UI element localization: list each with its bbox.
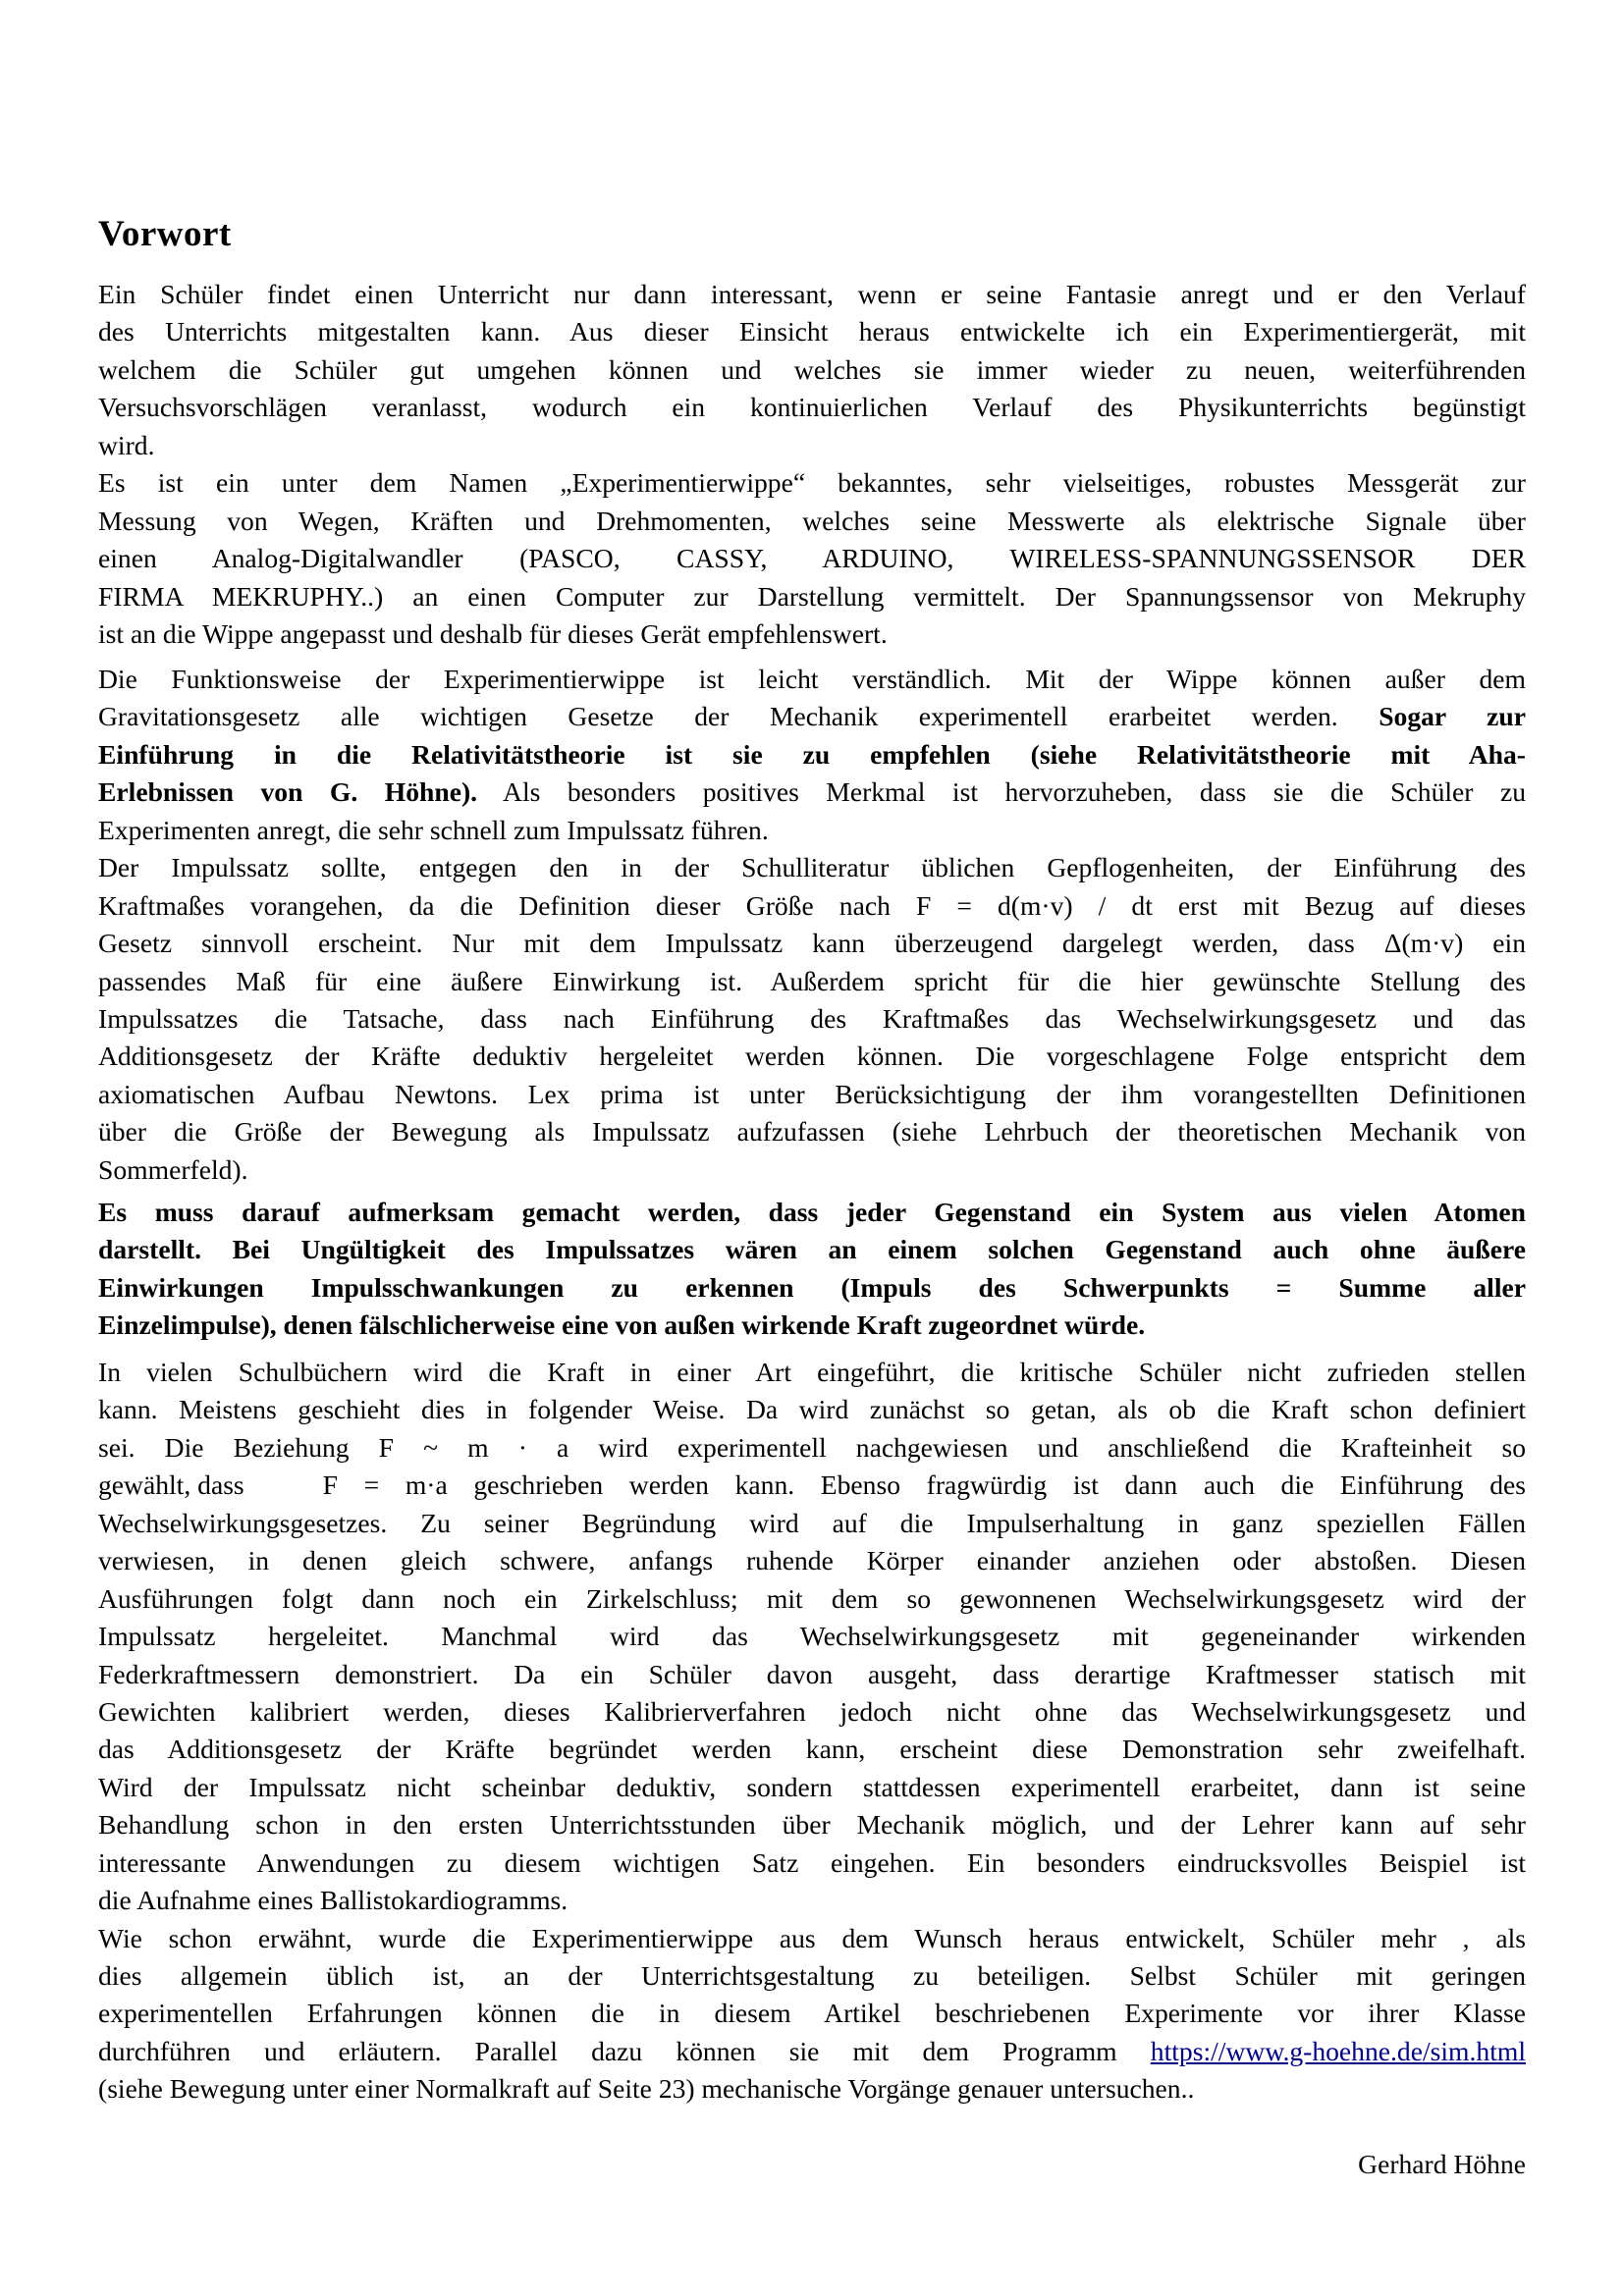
author-signature: Gerhard Höhne (1358, 2149, 1526, 2179)
text-line: Gesetz sinnvoll erscheint. Nur mit dem Impulssatz kann überzeugend dargelegt werden, dass Δ(m·v) ein (98, 928, 1526, 959)
text-line (98, 2033, 1526, 2070)
text-line: über die Größe der Bewegung als Impulssatz aufzufassen (siehe Lehrbuch der theoretischen Mechanik von (98, 1116, 1526, 1148)
text-line: Sommerfeld). (98, 1153, 248, 1185)
text-line (98, 774, 1526, 811)
text-line: Federkraftmessern demonstriert. Da ein Schüler davon ausgeht, dass derartige Kraftmesser statisch mit (98, 1658, 1526, 1689)
text-line: welchem die Schüler gut umgehen können und welches sie immer wieder zu neuen, weiterführenden (98, 353, 1526, 385)
text-line-bold: darstellt. Bei Ungültigkeit des Impulssatzes wären an einem solchen Gegenstand auch ohne äußere (98, 1234, 1526, 1265)
text-before-formula: gewählt, dass (98, 1469, 244, 1501)
text-line: Es ist ein unter dem Namen „Experimentierwippe“ bekanntes, sehr vielseitiges, robustes Messgerät zur (98, 467, 1526, 499)
text-line: Messung von Wegen, Kräften und Drehmomenten, welches seine Messwerte als elektrische Signale über (98, 505, 1526, 536)
text-line (98, 698, 1526, 735)
text-bold: Sogar zur (1379, 701, 1526, 732)
text-line: Wie schon erwähnt, wurde die Experimentierwippe aus dem Wunsch heraus entwickelt, Schüler mehr , als (98, 1922, 1526, 1953)
text-line: ist an die Wippe angepasst und deshalb für dieses Gerät empfehlenswert. (98, 617, 888, 649)
text-line: das Additionsgesetz der Kräfte begründet werden kann, erscheint diese Demonstration sehr zweifelhaft. (98, 1734, 1526, 1765)
page-title: Vorwort (98, 214, 232, 254)
text-line: passendes Maß für eine äußere Einwirkung ist. Außerdem spricht für die hier gewünschte Stellung des (98, 965, 1526, 996)
paragraph-schoolbooks (98, 1354, 1526, 2109)
text-line: In vielen Schulbüchern wird die Kraft in einer Art eingeführt, die kritische Schüler nicht zufrieden stellen (98, 1357, 1526, 1387)
text-line: kann. Meistens geschieht dies in folgender Weise. Da wird zunächst so getan, als ob die Kraft schon definiert (98, 1394, 1526, 1425)
text-line: verwiesen, in denen gleich schwere, anfangs ruhende Körper einander anziehen oder abstoßen. Diesen (98, 1545, 1526, 1576)
text-line-bold: Einzelimpulse), denen fälschlicherweise eine von außen wirkende Kraft zugeordnet würde. (98, 1309, 1146, 1341)
text-line: Wird der Impulssatz nicht scheinbar deduktiv, sondern stattdessen experimentell erarbeitet, dann ist seine (98, 1771, 1526, 1802)
text-line: Versuchsvorschlägen veranlasst, wodurch ein kontinuierlichen Verlauf des Physikunterrichts begünstigt (98, 392, 1526, 423)
paragraph-function (98, 661, 1526, 1189)
text-normal: Gravitationsgesetz alle wichtigen Gesetze der Mechanik experimentell erarbeitet werden. (98, 701, 1380, 732)
text-line: Wechselwirkungsgesetzes. Zu seiner Begründung wird auf die Impulserhaltung in ganz speziellen Fällen (98, 1507, 1526, 1538)
text-line: einen Analog-Digitalwandler (PASCO, CASSY, ARDUINO, WIRELESS-SPANNUNGSSENSOR DER (98, 543, 1526, 574)
text-line: (siehe Bewegung unter einer Normalkraft auf Seite 23) mechanische Vorgänge genauer untersuchen.. (98, 2073, 1195, 2105)
text-normal: Als besonders positives Merkmal ist hervorzuheben, dass sie die Schüler zu (477, 776, 1527, 808)
text-normal: durchführen und erläutern. Parallel dazu können sie mit dem Programm (98, 2035, 1151, 2066)
text-line: Kraftmaßes vorangehen, da die Definition dieser Größe nach F = d(m·v) / dt erst mit Bezug auf dieses (98, 889, 1526, 921)
text-line (98, 1467, 1526, 1504)
text-line: wird. (98, 429, 155, 460)
text-line: Behandlung schon in den ersten Unterrichtsstunden über Mechanik möglich, und der Lehrer kann auf sehr (98, 1809, 1526, 1841)
text-line-bold: Einführung in die Relativitätstheorie ist sie zu empfehlen (siehe Relativitätstheorie mit Aha- (98, 738, 1526, 770)
text-line: Der Impulssatz sollte, entgegen den in der Schulliteratur üblichen Gepflogenheiten, der Einführung des (98, 852, 1526, 883)
text-bold: Erlebnissen von G. Höhne). (98, 776, 478, 808)
text-line: dies allgemein üblich ist, an der Unterrichtsgestaltung zu beteiligen. Selbst Schüler mit geringen (98, 1960, 1526, 1991)
text-line: Gewichten kalibriert werden, dieses Kalibrierverfahren jedoch nicht ohne das Wechselwirkungsgesetz und (98, 1695, 1526, 1727)
sim-link[interactable]: https://www.g-hoehne.de/sim.html (1150, 2035, 1526, 2066)
paragraph-intro (98, 276, 1526, 653)
text-line: Additionsgesetz der Kräfte deduktiv hergeleitet werden können. Die vorgeschlagene Folge entspricht dem (98, 1041, 1526, 1072)
text-line: axiomatischen Aufbau Newtons. Lex prima ist unter Berücksichtigung der ihm vorangestellten Definitionen (98, 1078, 1526, 1109)
text-line: Impulssatz hergeleitet. Manchmal wird das Wechselwirkungsgesetz mit gegeneinander wirkenden (98, 1621, 1526, 1652)
paragraph-bold-note (98, 1194, 1526, 1345)
text-line-bold: Einwirkungen Impulsschwankungen zu erkennen (Impuls des Schwerpunkts = Summe aller (98, 1271, 1526, 1303)
text-line: Ausführungen folgt dann noch ein Zirkelschluss; mit dem so gewonnenen Wechselwirkungsgesetz wird der (98, 1582, 1526, 1614)
text-line: Ein Schüler findet einen Unterricht nur dann interessant, wenn er seine Fantasie anregt und er den Verlauf (98, 279, 1526, 309)
text-line: Experimenten anregt, die sehr schnell zum Impulssatz führen. (98, 814, 769, 845)
text-line: sei. Die Beziehung F ~ m · a wird experimentell nachgewiesen und anschließend die Krafteinheit so (98, 1431, 1526, 1463)
text-line: interessante Anwendungen zu diesem wichtigen Satz eingehen. Ein besonders eindrucksvolles Beispiel ist (98, 1846, 1526, 1878)
formula-text: F = m·a geschrieben werden kann. Ebenso fragwürdig ist dann auch die Einführung des (322, 1469, 1526, 1501)
text-line-bold: Es muss darauf aufmerksam gemacht werden, dass jeder Gegenstand ein System aus vielen Atomen (98, 1197, 1526, 1227)
text-line: experimentellen Erfahrungen können die in diesem Artikel beschriebenen Experimente vor ihrer Klasse (98, 1998, 1526, 2029)
text-line: die Aufnahme eines Ballistokardiogramms. (98, 1885, 568, 1916)
text-line: des Unterrichts mitgestalten kann. Aus dieser Einsicht heraus entwickelte ich ein Experimentiergerät, mit (98, 316, 1526, 347)
text-line: Die Funktionsweise der Experimentierwippe ist leicht verständlich. Mit der Wippe können außer dem (98, 664, 1526, 694)
text-line: Impulssatzes die Tatsache, dass nach Einführung des Kraftmaßes das Wechselwirkungsgesetz und das (98, 1002, 1526, 1034)
text-line: FIRMA MEKRUPHY..) an einen Computer zur Darstellung vermittelt. Der Spannungssensor von Mekruphy (98, 580, 1526, 612)
